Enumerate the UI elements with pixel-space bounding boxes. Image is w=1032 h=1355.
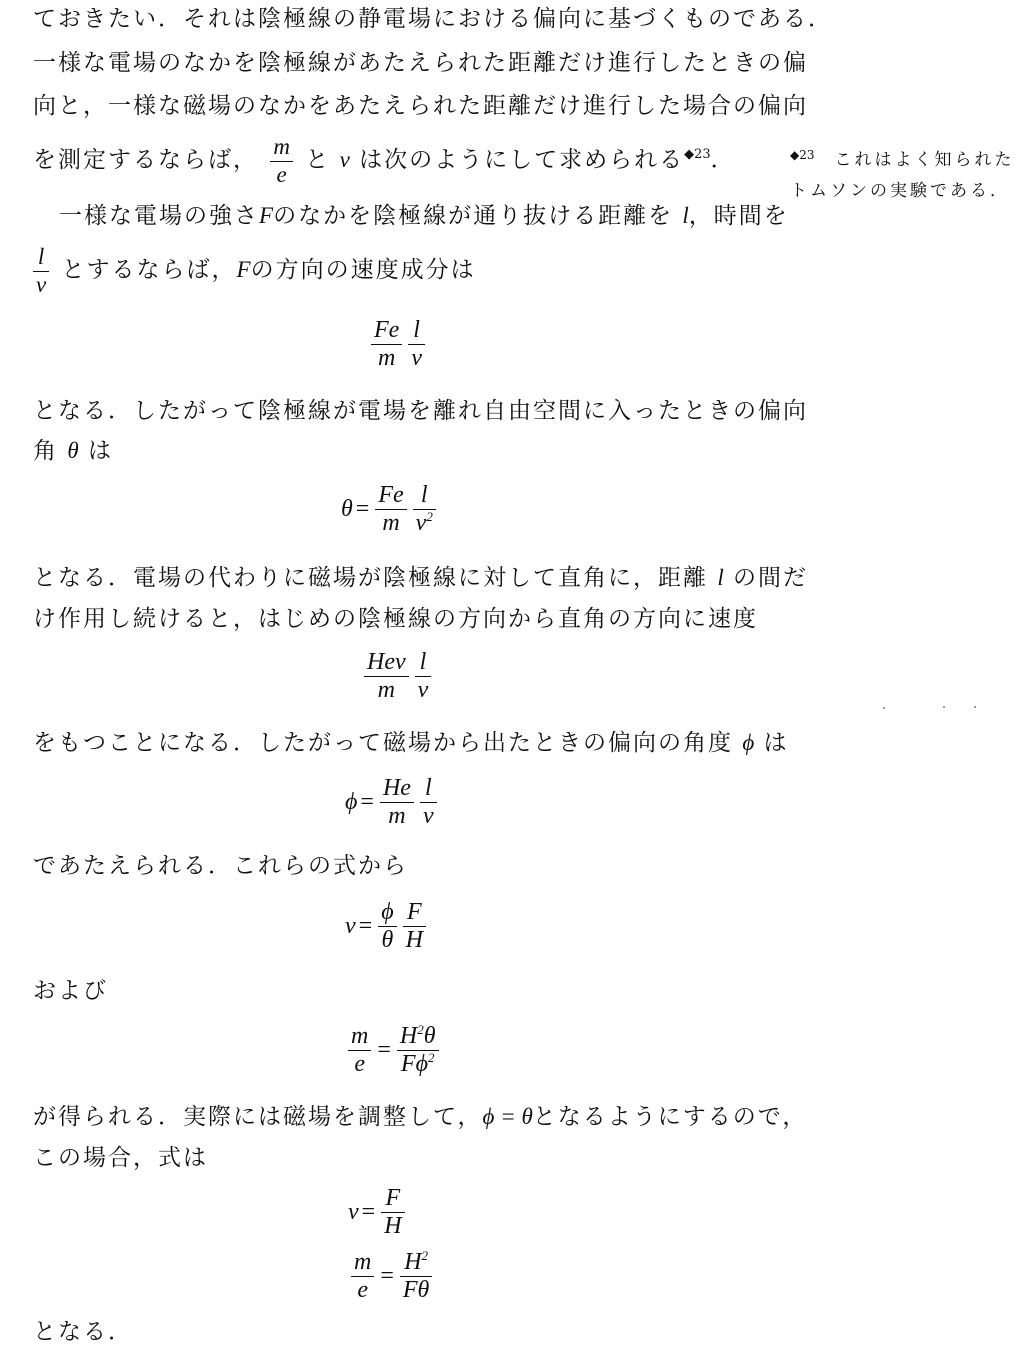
equation-lhs: v bbox=[348, 1199, 359, 1226]
fraction-numerator bbox=[397, 1024, 439, 1051]
symbol-F: F bbox=[236, 257, 251, 282]
scan-speck bbox=[974, 706, 976, 708]
symbol-F: F bbox=[259, 203, 274, 228]
fraction-numerator: l bbox=[415, 650, 432, 677]
fraction bbox=[348, 1024, 371, 1077]
fraction-denominator bbox=[413, 510, 436, 536]
fraction bbox=[380, 776, 414, 829]
sidenote bbox=[790, 145, 1015, 207]
fraction-numerator: l bbox=[408, 318, 425, 345]
fraction bbox=[408, 318, 425, 371]
fraction-denominator: e bbox=[354, 1051, 365, 1078]
text-segment: は次のようにして求められる bbox=[359, 147, 685, 173]
inline-fraction-l-over-v bbox=[33, 245, 49, 296]
text-line-1: ておきたい．それは陰極線の静電場における偏向に基づくものである． bbox=[33, 6, 833, 32]
equals-sign: = bbox=[361, 1199, 376, 1226]
text-line-10: け作用し続けると，はじめの陰極線の方向から直角の方向に速度 bbox=[33, 606, 758, 632]
fraction-numerator: ϕ bbox=[378, 900, 396, 927]
fraction bbox=[400, 1250, 432, 1303]
numerator-factor: θ bbox=[423, 1023, 436, 1049]
text-line-2: 一様な電場のなかを陰極線があたえられた距離だけ進行したときの偏 bbox=[33, 50, 808, 76]
text-line-6 bbox=[33, 240, 476, 300]
text-line-15: この場合，式は bbox=[33, 1145, 208, 1171]
sidenote-marker: ◆23 bbox=[790, 148, 815, 162]
fraction-numerator: Fe bbox=[371, 318, 402, 345]
equation-lhs: v bbox=[345, 913, 356, 940]
text-segment: を測定するならば， bbox=[33, 147, 258, 173]
text-segment: は bbox=[763, 730, 789, 756]
fraction-numerator: He bbox=[380, 776, 414, 803]
fraction-numerator: F bbox=[403, 900, 426, 927]
text-line-7: となる．したがって陰極線が電場を離れ自由空間に入ったときの偏向 bbox=[33, 398, 808, 424]
equals-sign: = bbox=[358, 913, 373, 940]
equation-2 bbox=[341, 483, 439, 536]
fraction-numerator: F bbox=[381, 1186, 404, 1213]
equation-4 bbox=[345, 776, 440, 829]
equation-lhs: θ bbox=[341, 496, 353, 523]
scan-speck bbox=[943, 706, 945, 708]
text-segment: は bbox=[87, 438, 113, 464]
fraction bbox=[403, 900, 426, 953]
fraction bbox=[364, 650, 409, 703]
equals-sign: = bbox=[377, 1037, 391, 1064]
text-segment: となるようにするので， bbox=[532, 1104, 808, 1130]
fraction bbox=[381, 1186, 404, 1239]
equals-sign: = bbox=[360, 789, 374, 816]
inline-fraction-m-over-e bbox=[270, 135, 293, 186]
text-segment: の間だ bbox=[733, 565, 809, 591]
equation-6 bbox=[345, 1024, 442, 1077]
sidenote-text: これはよく知られたトムソンの実験である． bbox=[790, 150, 1015, 201]
equals-sign: = bbox=[380, 1263, 394, 1290]
fraction-numerator: m bbox=[351, 1250, 374, 1277]
exponent: 2 bbox=[421, 1248, 429, 1263]
text-line-14 bbox=[33, 1094, 807, 1140]
symbol-v: v bbox=[339, 147, 350, 172]
footnote-reference[interactable]: ◆23 bbox=[684, 147, 711, 162]
fraction-denominator: v bbox=[422, 803, 434, 830]
fraction-denominator: m bbox=[388, 803, 406, 830]
symbol-l: l bbox=[717, 565, 724, 590]
fraction-denominator: m bbox=[377, 677, 395, 704]
fraction-numerator: Fe bbox=[375, 483, 406, 510]
numerator-base: H bbox=[404, 1249, 422, 1275]
fraction-denominator: e bbox=[276, 161, 287, 187]
equation-5 bbox=[345, 900, 429, 953]
symbol-phi: ϕ bbox=[742, 730, 755, 755]
fraction-denominator: Fθ bbox=[402, 1277, 430, 1304]
fraction bbox=[371, 318, 402, 371]
text-segment: とするならば， bbox=[61, 257, 237, 283]
text-line-9 bbox=[33, 555, 808, 601]
fraction-denominator: v bbox=[411, 345, 422, 372]
denominator-base: v bbox=[415, 510, 427, 537]
numerator-base: H bbox=[399, 1023, 418, 1049]
text-segment: をもつことになる．したがって磁場から出たときの偏向の角度 bbox=[33, 730, 733, 756]
text-line-3: 向と，一様な磁場のなかをあたえられた距離だけ進行した場合の偏向 bbox=[33, 93, 808, 119]
fraction bbox=[378, 900, 396, 953]
text-line-13: および bbox=[33, 978, 108, 1004]
text-segment: のなかを陰極線が通り抜ける距離を bbox=[273, 203, 674, 229]
fraction-numerator: l bbox=[33, 245, 49, 271]
text-segment: ，時間を bbox=[688, 203, 789, 229]
equation-1 bbox=[368, 318, 428, 371]
fraction-denominator: θ bbox=[381, 927, 394, 954]
text-line-4 bbox=[33, 130, 736, 190]
fraction-denominator: m bbox=[382, 510, 400, 537]
exponent: 2 bbox=[417, 1022, 424, 1037]
text-segment: が得られる．実際には磁場を調整して， bbox=[33, 1104, 483, 1130]
fraction bbox=[397, 1024, 439, 1077]
equals-sign: = bbox=[355, 496, 370, 523]
fraction-numerator bbox=[400, 1250, 432, 1277]
text-line-16: となる． bbox=[33, 1319, 133, 1345]
fraction-denominator bbox=[397, 1051, 439, 1077]
fraction-denominator: e bbox=[357, 1277, 368, 1304]
fraction bbox=[351, 1250, 374, 1303]
text-segment: と bbox=[305, 147, 331, 173]
fraction bbox=[413, 483, 436, 536]
symbol-l: l bbox=[682, 203, 689, 228]
symbol-theta: θ bbox=[67, 438, 79, 463]
fraction-numerator: l bbox=[413, 483, 436, 510]
equation-7 bbox=[348, 1186, 408, 1239]
fraction-denominator: H bbox=[384, 1213, 402, 1240]
fraction-denominator: v bbox=[417, 677, 429, 704]
text-segment: 角 bbox=[33, 438, 58, 464]
fraction-numerator: Hev bbox=[364, 650, 409, 677]
exponent: 2 bbox=[426, 509, 433, 525]
text-line-11 bbox=[33, 720, 789, 766]
fraction-denominator: m bbox=[377, 345, 396, 372]
text-line-8 bbox=[33, 428, 113, 474]
equation-8 bbox=[348, 1250, 435, 1303]
denominator-base: Fϕ bbox=[400, 1051, 428, 1078]
text-segment: ． bbox=[710, 147, 736, 173]
text-segment: となる．電場の代わりに磁場が陰極線に対して直角に，距離 bbox=[33, 565, 708, 591]
fraction bbox=[420, 776, 437, 829]
scan-speck bbox=[883, 707, 885, 709]
fraction-denominator: H bbox=[405, 927, 423, 954]
text-line-5 bbox=[33, 193, 789, 239]
text-segment: の方向の速度成分は bbox=[250, 257, 476, 283]
fraction-denominator: v bbox=[36, 271, 47, 297]
fraction-numerator: l bbox=[420, 776, 437, 803]
exponent: 2 bbox=[428, 1050, 435, 1066]
text-segment: 一様な電場の強さ bbox=[59, 203, 259, 229]
fraction bbox=[415, 650, 432, 703]
fraction bbox=[375, 483, 406, 536]
inline-equation-phi-eq-theta: ϕ = θ bbox=[482, 1104, 533, 1129]
text-line-12: であたえられる．これらの式から bbox=[33, 853, 408, 879]
fraction-numerator: m bbox=[348, 1024, 371, 1051]
equation-3 bbox=[361, 650, 434, 703]
equation-lhs: ϕ bbox=[345, 789, 358, 816]
fraction-numerator: m bbox=[270, 135, 293, 161]
